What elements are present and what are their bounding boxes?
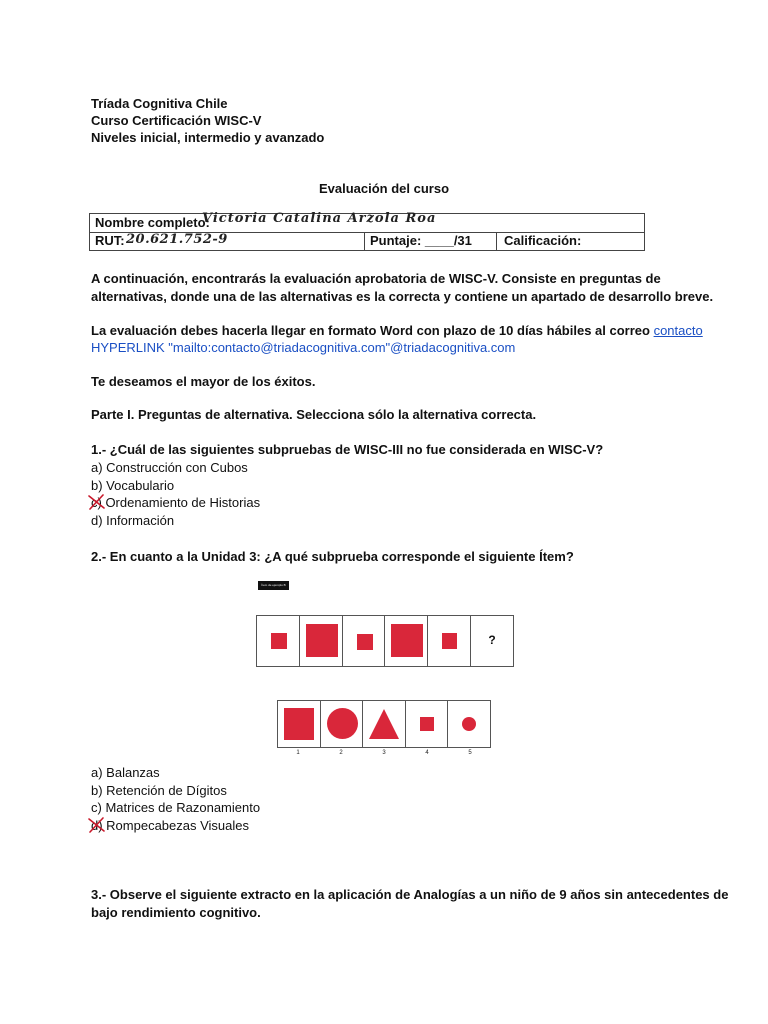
submission-text: La evaluación debes hacerla llegar en formato Word con plazo de 10 días hábiles al correo: [91, 323, 650, 338]
answer-options-row: [277, 700, 491, 748]
q1-options: [91, 459, 260, 530]
sequence-cell: [385, 616, 428, 666]
small-square-shape: [271, 633, 287, 649]
option-number: 3: [382, 750, 386, 756]
square-shape: [284, 708, 314, 740]
large-square-shape: [391, 624, 423, 657]
contact-link[interactable]: contacto: [653, 323, 703, 338]
question-mark: ?: [488, 633, 496, 647]
sequence-cell: [343, 616, 386, 666]
q1-option-c-selected[interactable]: [91, 494, 260, 512]
item-tag-label: Ítem de ejemplo B: [258, 581, 289, 590]
q2-option-c[interactable]: c) Matrices de Razonamiento: [91, 800, 261, 815]
intro-line-1: A continuación, encontrarás la evaluación aprobatoria de WISC-V. Consiste en preguntas de: [91, 271, 661, 286]
name-label: Nombre completo:: [95, 215, 210, 230]
q1-option-b[interactable]: b) Vocabulario: [91, 477, 175, 493]
rut-row: [90, 232, 644, 250]
cross-mark-icon: [87, 493, 107, 511]
sequence-cell: [428, 616, 471, 666]
q1-option-a[interactable]: a) Construcción con Cubos: [91, 460, 248, 475]
submission-line: [91, 322, 703, 339]
name-value[interactable]: Victoria Catalina Arzola Roa: [202, 211, 437, 226]
q2-option-d-label: d) Rompecabezas Visuales: [91, 817, 250, 833]
sequence-row: [256, 615, 514, 667]
small-square-shape: [357, 634, 373, 650]
q1-option-c-label: c) Ordenamiento de Historias: [91, 495, 261, 510]
course-levels: Niveles inicial, intermedio y avanzado: [91, 130, 325, 145]
name-row: [90, 211, 644, 233]
q3-question-line-1: 3.- Observe el siguiente extracto en la aplicación de Analogías a un niño de 9 años sin antecedentes de: [91, 887, 729, 902]
wish-text: Te deseamos el mayor de los éxitos.: [91, 374, 316, 389]
intro-line-2: alternativas, donde una de las alternativas es la correcta y contiene un apartado de desarrollo breve.: [91, 289, 714, 304]
q2-question: 2.- En cuanto a la Unidad 3: ¿A qué subprueba corresponde el siguiente Ítem?: [91, 549, 574, 564]
grade-label: Calificación:: [504, 233, 582, 248]
answer-option-3[interactable]: [363, 701, 406, 747]
large-square-shape: [306, 624, 338, 657]
q2-option-d-selected[interactable]: [91, 817, 249, 835]
small-square-shape: [420, 717, 434, 731]
student-info-table: [89, 213, 645, 251]
score-label: Puntaje: ____/31: [370, 233, 472, 248]
sequence-cell: [257, 616, 300, 666]
q2-options: [91, 764, 260, 835]
answer-option-2[interactable]: [321, 701, 364, 747]
answer-option-1[interactable]: [278, 701, 321, 747]
rut-label: RUT:: [95, 233, 125, 248]
rut-value[interactable]: 20.621.752-9: [126, 232, 228, 247]
option-number: 5: [468, 750, 472, 756]
option-number: 4: [425, 750, 429, 756]
circle-shape: [327, 708, 358, 739]
part1-title: Parte I. Preguntas de alternativa. Selecciona sólo la alternativa correcta.: [91, 407, 537, 422]
answer-option-5[interactable]: [448, 701, 490, 747]
option-number: 1: [296, 750, 300, 756]
q3-question-line-2: bajo rendimiento cognitivo.: [91, 905, 261, 920]
course-name: Curso Certificación WISC-V: [91, 113, 262, 128]
sequence-cell: [300, 616, 343, 666]
mail-hyperlink[interactable]: HYPERLINK "mailto:contacto@triadacognitiva.com"@triadacognitiva.com: [91, 340, 516, 355]
cross-mark-icon: [87, 816, 107, 834]
table-divider: [364, 232, 365, 250]
triangle-shape: [368, 708, 400, 740]
table-divider: [496, 232, 497, 250]
q2-option-a[interactable]: a) Balanzas: [91, 765, 160, 780]
sequence-cell-question: [471, 616, 513, 666]
page-title: Evaluación del curso: [318, 181, 450, 196]
q2-option-b[interactable]: b) Retención de Dígitos: [91, 782, 227, 798]
small-square-shape: [442, 633, 457, 649]
answer-option-4[interactable]: [406, 701, 449, 747]
org-name: Tríada Cognitiva Chile: [91, 96, 228, 111]
small-circle-shape: [462, 717, 476, 731]
option-number: 2: [339, 750, 343, 756]
q1-option-d[interactable]: d) Información: [91, 513, 175, 528]
q1-question: 1.- ¿Cuál de las siguientes subpruebas de WISC-III no fue considerada en WISC-V?: [91, 442, 604, 457]
